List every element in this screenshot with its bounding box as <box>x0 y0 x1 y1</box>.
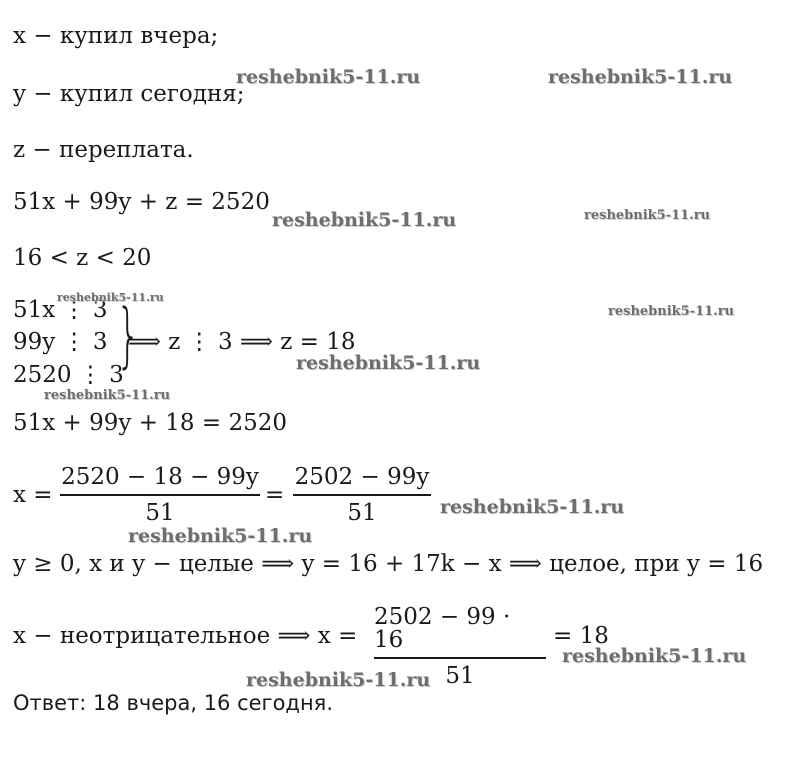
equation-main: 51x + 99y + z = 2520 <box>13 189 270 215</box>
fraction-2-bar <box>293 494 431 496</box>
fraction-1 <box>60 466 260 525</box>
system-line-1: 51x ⋮ 3 <box>13 297 108 323</box>
fraction-3-numerator: 2502 − 99 · 16 <box>374 604 511 653</box>
nonnegative-condition: x − неотрицательное ⟹ x = <box>13 623 358 649</box>
watermark: reshebnik5-11.ru <box>608 304 735 319</box>
system-line-3: 2520 ⋮ 3 <box>13 362 124 388</box>
watermark: reshebnik5-11.ru <box>57 291 164 304</box>
equation-substituted: 51x + 99y + 18 = 2520 <box>13 410 287 436</box>
watermark: reshebnik5-11.ru <box>236 66 421 88</box>
watermark: reshebnik5-11.ru <box>584 208 711 223</box>
watermark: reshebnik5-11.ru <box>128 525 313 547</box>
system-brace: } <box>116 294 141 376</box>
answer-line: Ответ: 18 вчера, 16 сегодня. <box>13 691 333 715</box>
fraction-3-result: = 18 <box>553 623 609 649</box>
fraction-1-bar <box>60 494 260 496</box>
watermark: reshebnik5-11.ru <box>246 669 431 691</box>
integer-condition: y ≥ 0, x и y − целые ⟹ y = 16 + 17k − x ⟹ целое, при y = 16 <box>13 551 764 577</box>
x-equals-label: x = <box>13 482 53 508</box>
watermark: reshebnik5-11.ru <box>548 66 733 88</box>
equals-sign: = <box>265 482 285 508</box>
fraction-2 <box>293 466 431 525</box>
watermark: reshebnik5-11.ru <box>562 645 747 667</box>
fraction-2-denominator: 51 <box>347 499 377 526</box>
watermark: reshebnik5-11.ru <box>44 388 171 403</box>
watermark: reshebnik5-11.ru <box>272 209 457 231</box>
watermark: reshebnik5-11.ru <box>296 352 481 374</box>
line-y-definition: y − купил сегодня; <box>13 81 245 107</box>
system-line-2: 99y ⋮ 3 <box>13 329 108 355</box>
fraction-3-denominator: 51 <box>445 662 475 689</box>
line-x-definition: x − купил вчера; <box>13 23 219 49</box>
fraction-1-numerator: 2520 − 18 − 99y <box>61 464 259 490</box>
fraction-1-denominator: 51 <box>145 499 175 526</box>
system-result: ⟹ z ⋮ 3 ⟹ z = 18 <box>128 329 356 355</box>
fraction-2-numerator: 2502 − 99y <box>294 464 430 490</box>
watermark: reshebnik5-11.ru <box>440 496 625 518</box>
fraction-3-bar <box>374 657 546 659</box>
inequality-z: 16 < z < 20 <box>13 245 152 271</box>
line-z-definition: z − переплата. <box>13 137 194 163</box>
